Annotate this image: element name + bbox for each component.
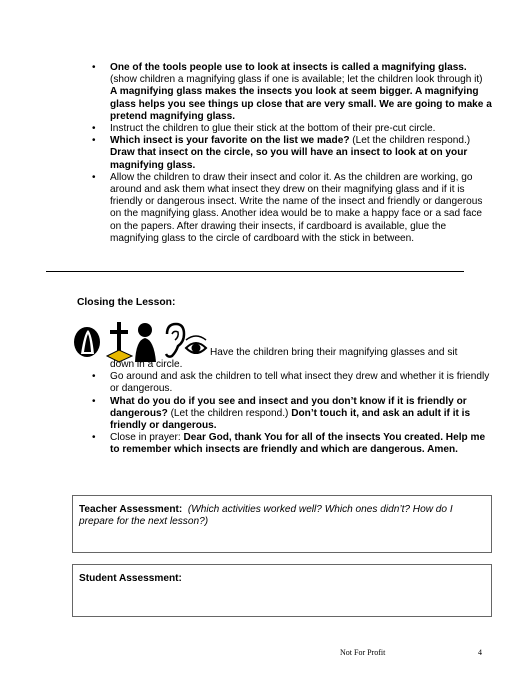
bold-text: Which insect is your favorite on the list we made? [110,135,350,147]
bold-text: Draw that insect on the circle, so you will have an insect to look at on your magnifying glass. [110,147,468,171]
eye-icon [186,336,206,353]
list-item [92,396,492,433]
teacher-assessment-prompt: (Which activities worked well? Which ones didn’t? How do I prepare for the next lesson?) [79,504,453,528]
page-number: 4 [478,648,482,657]
plain-text: (Let the children respond.) [349,135,471,147]
bold-text: What do you do if you see and insect and you don’t know if it is friendly or dangerous? [110,395,467,419]
list-item [92,359,492,371]
closing-list [92,359,492,457]
bold-text: Dear God, thank You for all of the insects You created. Help me to remember which insects are friendly and which are dangerous. Amen. [110,432,486,456]
bold-text: One of the tools people use to look at insects is called a magnifying glass. [110,62,467,73]
student-assessment-label: Student Assessment: [79,573,182,584]
student-assessment-box [72,564,492,617]
bold-text: A magnifying glass makes the insects you look at seem bigger. A magnifying glass helps you see things up close that are very small. We are going to make a pretend magnifying glass. [110,86,492,122]
plain-text: Allow the children to draw their insect and color it. As the children are working, go around and ask them what insect they drew on their magnifying glass and if it is friendly or dangerous insect. Write the name of the insect and friendly or dangerous on the magnifying glass. Another idea would be to make a happy face or a sad face on the papers. After drawing their insects, if cardboard is available, glue the magnifying glass to the circle of cardboard with the stick in between. [110,171,483,244]
plain-text: Close in prayer: [110,432,184,444]
praying-hands-icon [74,327,100,357]
teacher-assessment-box [72,495,492,553]
section-divider [46,271,464,272]
plain-text: (show children a magnifying glass if one is available; let the children look through it) [110,74,483,86]
ear-icon [166,324,184,357]
plain-text: down in a circle. [110,359,183,370]
activity-icons [72,320,212,364]
plain-text: Instruct the children to glue their stick at the bottom of their pre-cut circle. [110,123,436,135]
closing-intro: Have the children bring their magnifying glasses and sit [210,347,458,358]
praying-child-icon [135,323,156,362]
list-item [92,432,492,456]
list-item [92,172,492,245]
list-item [92,123,492,135]
section-title: Closing the Lesson: [77,297,176,308]
list-item [92,135,492,172]
list-item [92,62,492,123]
plain-text: (Let the children respond.) [167,407,292,419]
teacher-assessment-label: Teacher Assessment: [79,504,183,515]
activity-list [92,62,492,245]
bold-text: Don’t touch it, and ask an adult if it is friendly or dangerous. [110,407,471,432]
list-item [92,371,492,395]
footer-note: Not For Profit [340,648,386,657]
plain-text: Go around and ask the children to tell what insect they drew and whether it is friendly or dangerous. [110,371,490,395]
